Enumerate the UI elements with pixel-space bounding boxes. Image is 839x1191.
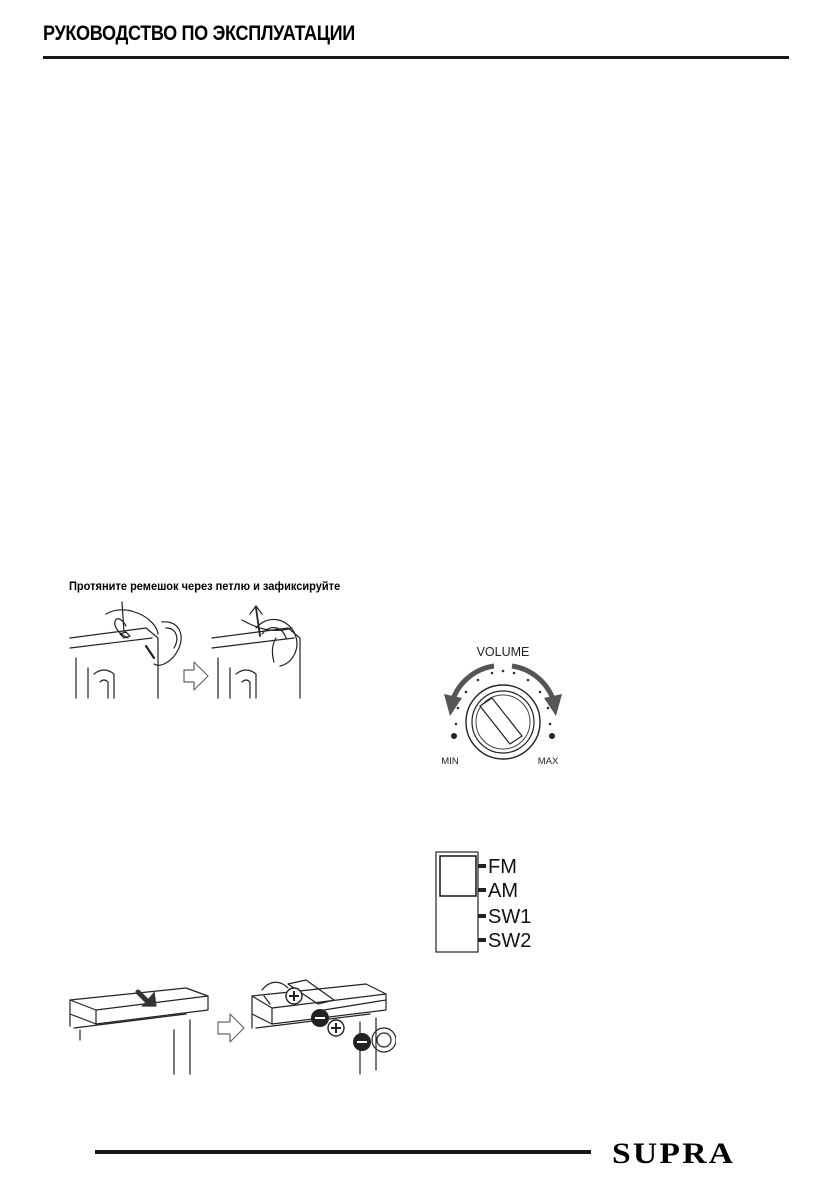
- volume-title: VOLUME: [476, 645, 530, 659]
- band-label-fm: FM: [488, 856, 517, 878]
- band-switch-illustration: [430, 846, 550, 958]
- strap-caption: Протяните ремешок через петлю и зафиксируйте: [69, 581, 341, 593]
- strap-attachment-illustration: [66, 598, 306, 700]
- battery-compartment-illustration: [66, 970, 396, 1078]
- band-label-sw1: SW1: [488, 906, 532, 928]
- volume-max-label: MAX: [537, 756, 559, 767]
- volume-min-label: MIN: [441, 756, 459, 767]
- volume-knob-illustration: [436, 640, 570, 770]
- band-label-sw2: SW2: [488, 930, 532, 952]
- page-header-title: РУКОВОДСТВО ПО ЭКСПЛУАТАЦИИ: [43, 22, 355, 45]
- band-label-am: AM: [488, 880, 518, 902]
- brand-logo: SUPRA: [612, 1137, 736, 1170]
- header-divider: [43, 56, 789, 59]
- footer-divider: [95, 1150, 591, 1154]
